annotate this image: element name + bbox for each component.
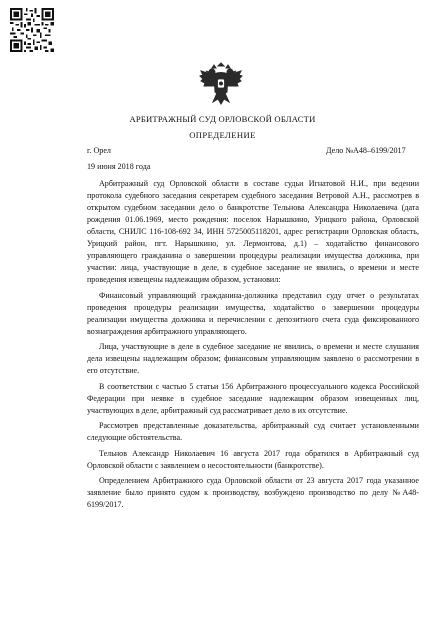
court-name: АРБИТРАЖНЫЙ СУД ОРЛОВСКОЙ ОБЛАСТИ xyxy=(129,114,316,124)
qr-code-icon xyxy=(10,8,54,52)
document-body xyxy=(87,178,419,511)
paragraph: Определением Арбитражного суда Орловской области от 23 августа 2017 года указанное заявление было принято судом к производству, возбуждено производство по делу №А48-6199/2017. xyxy=(87,476,419,509)
city: г. Орел xyxy=(87,146,111,155)
paragraph: Рассмотрев представленные доказательства, арбитражный суд считает установленными следующие обстоятельства. xyxy=(87,421,419,442)
paragraph: Лица, участвующие в деле в судебное заседание не явились, о времени и месте слушания дела извещены надлежащим образом; финансовым управляющим заявлено о рассмотрении в его отсутствие. xyxy=(87,342,419,375)
paragraph: Финансовый управляющий гражданина-должника представил суду отчет о результатах проведения процедуры реализации имущества, ходатайство о завершении процедуры реализации имущества должника и перечислении с депозитного счета суда фиксированного вознаграждения арбитражного управляющего. xyxy=(87,290,419,336)
paragraph: В соответствии с частью 5 статьи 156 Арбитражного процессуального кодекса Российской Федерации при неявке в судебное заседание надлежащим образом извещенных лиц, участвующих в деле, арбитражный суд рассматривает дело в их отсутствие. xyxy=(87,381,419,415)
paragraph: Арбитражный суд Орловской области в составе судьи Игнатовой Н.И., при ведении протокола судебного заседания секретарем судебного заседания Ветровой А.Н., рассмотрев в открытом судебном заседании дело о банкротстве Тельнова Александра Николаевича (дата рождения 01.06.1969, место рождения: поселок Нарышкино, Урицкого района, Орловской области, СНИЛС 116-108-692 34, ИНН 5725005118201, адрес регистрации Орловская область, Урицкий район, пгт. Нарышкино, ул. Лермонтова, д.1) – ходатайство финансового управляющего гражданина о завершении процедуры реализации имущества должника, при участии: лица, участвующие в деле, в судебное заседание не явились, о времени и месте проведения извещены надлежащим образом, установил: xyxy=(87,179,419,284)
case-number: Дело №А48–6199/2017 xyxy=(326,146,406,155)
document-type: ОПРЕДЕЛЕНИЕ xyxy=(189,130,256,140)
paragraph: Тельнов Александр Николаевич 16 августа 2017 года обратился в Арбитражный суд Орловской области с заявлением о несостоятельности (банкротстве). xyxy=(87,448,419,470)
double-headed-eagle-emblem-icon xyxy=(199,62,243,106)
decision-date: 19 июня 2018 года xyxy=(87,162,151,171)
